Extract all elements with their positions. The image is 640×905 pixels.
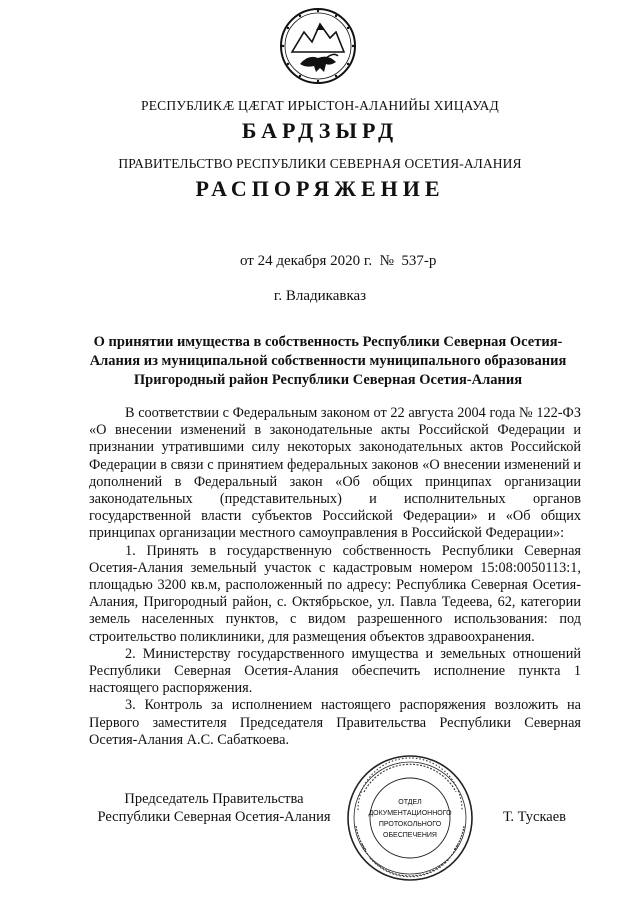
signatory-position-line: Председатель Правительства (124, 791, 304, 807)
signatory-name: Т. Тускаев (503, 809, 567, 825)
official-stamp-seal (344, 752, 476, 884)
body-paragraph-item-3: 3. Контроль за исполнением настоящего распоряжения возложить на Первого заместителя Председателя Правительства Республики Северная Осетия-Алания А.С. Сабаткоева. (89, 697, 581, 748)
body-paragraph-item-1: 1. Принять в государственную собственность Республики Северная Осетия-Алания земельный участок с кадастровым номером 15:08:0050113:1, площадью 3200 кв.м, расположенный по адресу: Республика Северная Осетия-Алания, Пригородный район, с. Октябрьское, ул. Павла Тедеева, 62, категории земель населенных пунктов, с видом разрешенного использования: под строительство поликлиники, для размещения объектов здравоохранения. (89, 542, 581, 645)
body-paragraph-item-2: 2. Министерству государственного имущества и земельных отношений Республики Северная Осетия-Алания обеспечить исполнение пункта 1 настоящего распоряжения. (89, 645, 581, 697)
russian-government-header: ПРАВИТЕЛЬСТВО РЕСПУБЛИКИ СЕВЕРНАЯ ОСЕТИЯ-АЛАНИЯ (118, 156, 522, 171)
document-date-number: от 24 декабря 2020 г. № 537-р (240, 253, 437, 269)
coat-of-arms-emblem (278, 6, 358, 86)
title-line: Алания из муниципальной собственности муниципального образования (89, 353, 567, 369)
title-line: О принятии имущества в собственность Республики Северная Осетия- (93, 334, 563, 350)
document-city: г. Владикавказ (273, 288, 367, 304)
stamp-line: ПРОТОКОЛЬНОГО (378, 821, 442, 828)
document-title (84, 333, 572, 390)
title-line: Пригородный район Республики Северная Осетия-Алания (133, 372, 523, 388)
ossetian-government-header: РЕСПУБЛИКÆ ЦÆГАТ ИРЫСТОН-АЛАНИЙЫ ХИЦАУАД (141, 98, 499, 113)
stamp-line: ДОКУМЕНТАЦИОННОГО (368, 810, 452, 817)
stamp-line: ОБЕСПЕЧЕНИЯ (383, 832, 437, 839)
body-paragraph-preamble: В соответствии с Федеральным законом от 22 августа 2004 года № 122-ФЗ «О внесении изменений в законодательные акты Российской Федерации и признании утратившими силу некоторых законодательных актов Российской Федерации в связи с принятием федеральных законов «О внесении изменений и дополнений в Федеральный закон «Об общих принципах организации законодательных (представительных) и исполнительных органов государственной власти субъектов Российской Федерации» и «Об общих принципах организации местного самоуправления в Российской Федерации»: (89, 405, 581, 542)
document-body (89, 405, 581, 749)
signatory-position-line: Республики Северная Осетия-Алания (97, 809, 331, 825)
signatory-position (89, 790, 339, 826)
ossetian-document-type: БАРДЗЫРД (241, 118, 399, 143)
stamp-line: ОТДЕЛ (398, 799, 422, 806)
russian-document-type: РАСПОРЯЖЕНИЕ (195, 176, 445, 201)
